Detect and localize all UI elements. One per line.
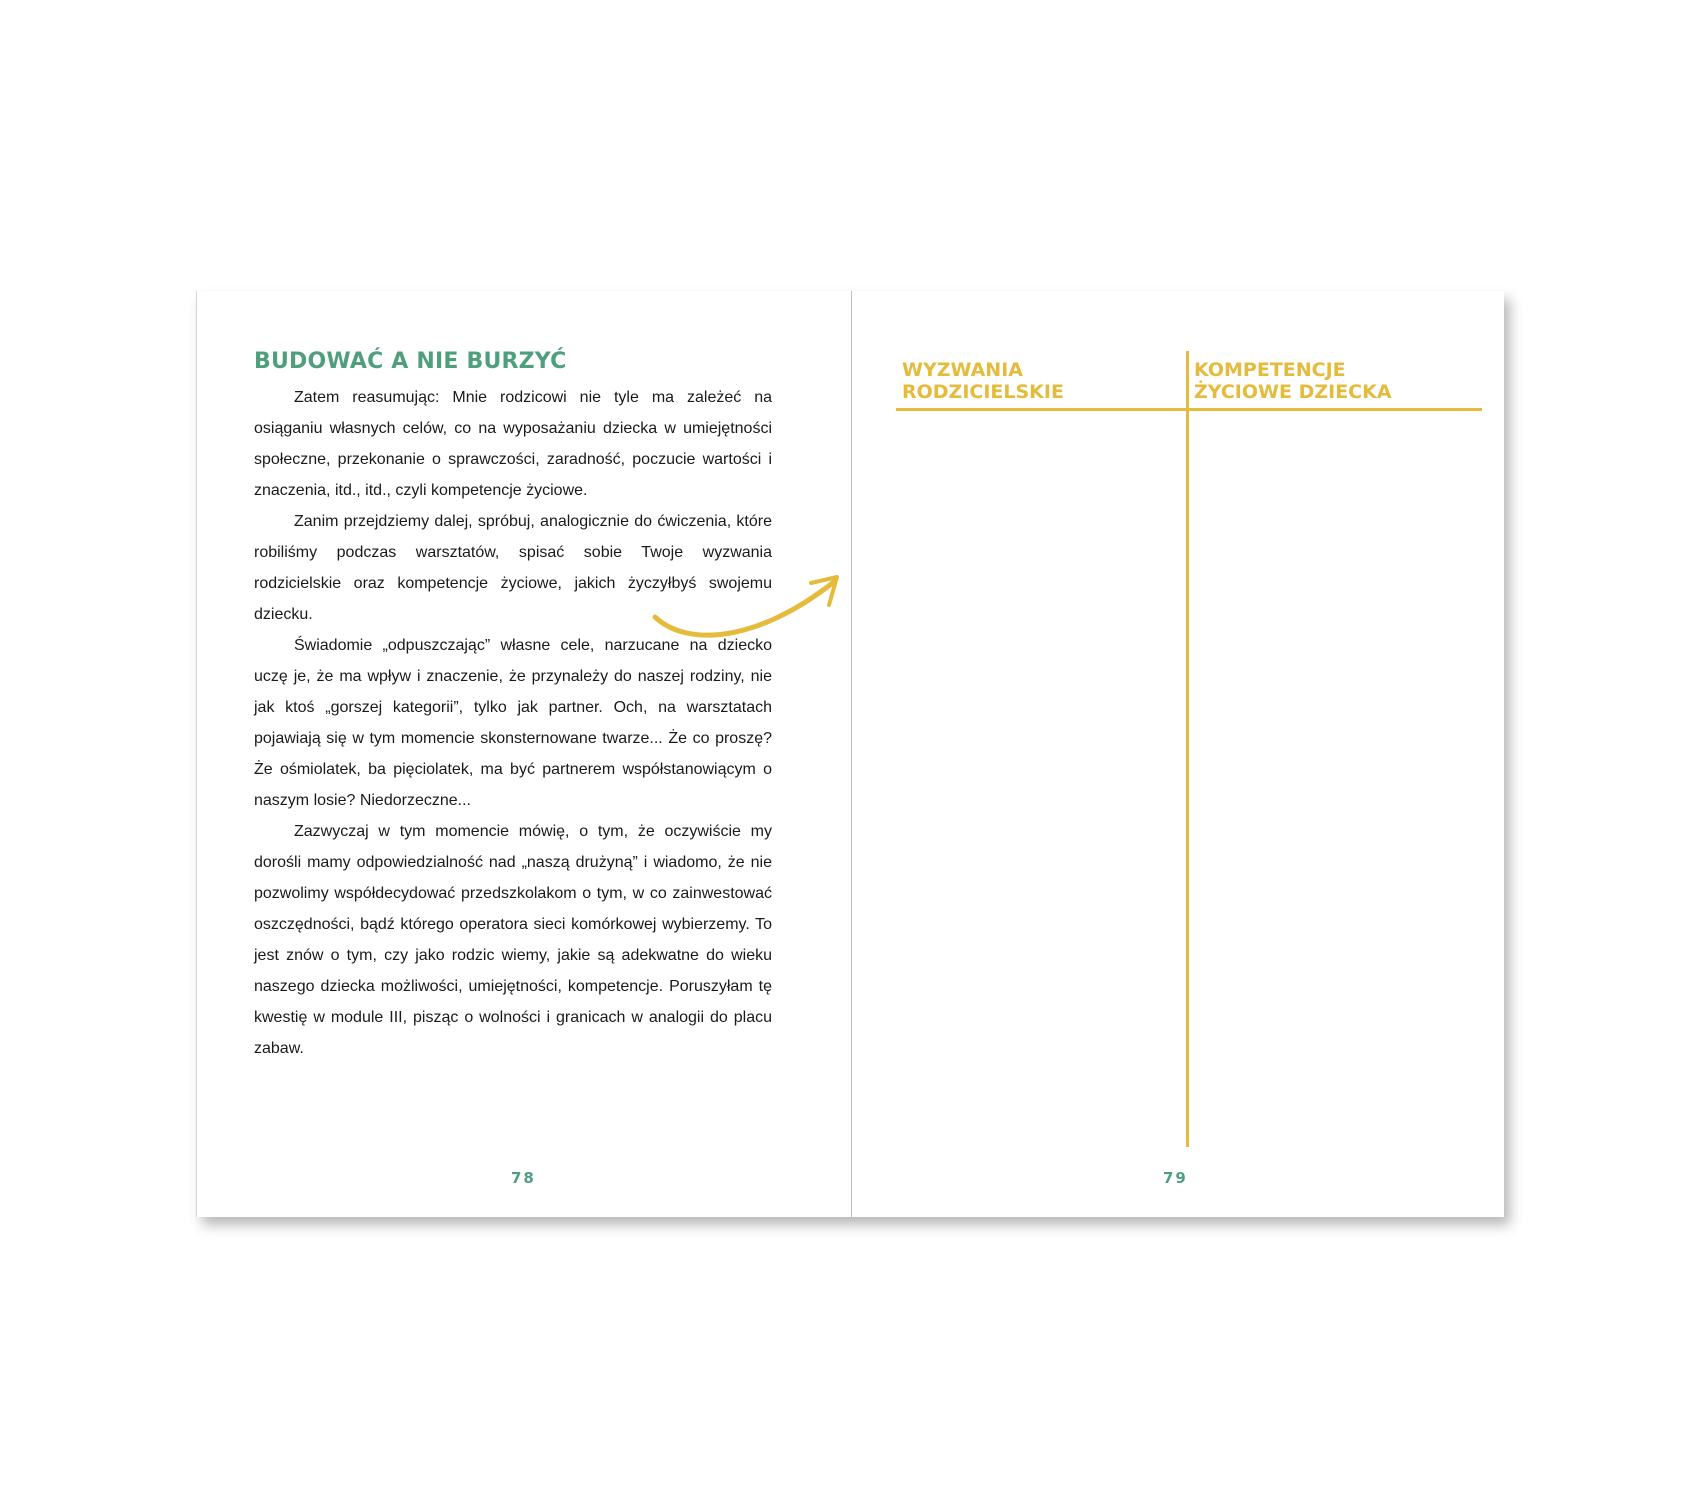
paragraph-4: Zazwyczaj w tym momencie mówię, o tym, że oczywiście my dorośli mamy odpowiedzialność nad „naszą drużyną” i wiadomo, że nie pozwolimy współdecydować przedszkolakom o tym, w co zainwestować oszczędności, bądź którego operatora sieci komórkowej wybierzemy. To jest znów o tym, czy jako rodzic wiemy, jakie są adekwatne do wieku naszego dziecka możliwości, umiejętności, kompetencje. Poruszyłam tę kwestię w module III, pisząc o wolności i granicach w analogii do placu zabaw. xyxy=(254,823,772,1057)
page-title: BUDOWAĆ A NIE BURZYĆ xyxy=(254,349,567,374)
right-page xyxy=(852,291,1504,1217)
page-number-right: 79 xyxy=(1163,1169,1188,1187)
column-heading-challenges: WYZWANIA RODZICIELSKIE xyxy=(902,359,1064,403)
book-spread xyxy=(196,291,1504,1217)
curved-arrow-icon xyxy=(647,551,847,651)
table-header-rule xyxy=(896,408,1482,411)
column-heading-competences: KOMPETENCJE ŻYCIOWE DZIECKA xyxy=(1194,359,1392,403)
left-page xyxy=(196,291,852,1217)
paragraph-3: Świadomie „odpuszczając” własne cele, narzucane na dziecko uczę je, że ma wpływ i znaczenie, że przynależy do naszej rodziny, nie jak ktoś „gorszej kategorii”, tylko jak partner. Och, na warsztatach pojawiają się w tym momencie skonsternowane twarze... Że co proszę? Że ośmiolatek, ba pięciolatek, ma być partnerem współstanowiącym o naszym losie? Niedorzeczne... xyxy=(254,637,772,809)
table-column-divider xyxy=(1186,351,1189,1147)
paragraph-2: Zanim przejdziemy dalej, spróbuj, analogicznie do ćwiczenia, które robiliśmy podczas warsztatów, spisać sobie Twoje wyzwania rodzicielskie oraz kompetencje życiowe, jakich życzyłbyś swojemu dziecku. xyxy=(254,513,772,623)
page-number-left: 78 xyxy=(511,1169,536,1187)
body-text xyxy=(254,382,772,1064)
paragraph-1: Zatem reasumując: Mnie rodzicowi nie tyle ma zależeć na osiąganiu własnych celów, co na wyposażaniu dziecka w umiejętności społeczne, przekonanie o sprawczości, zaradność, poczucie wartości i znaczenia, itd., itd., czyli kompetencje życiowe. xyxy=(254,389,772,499)
